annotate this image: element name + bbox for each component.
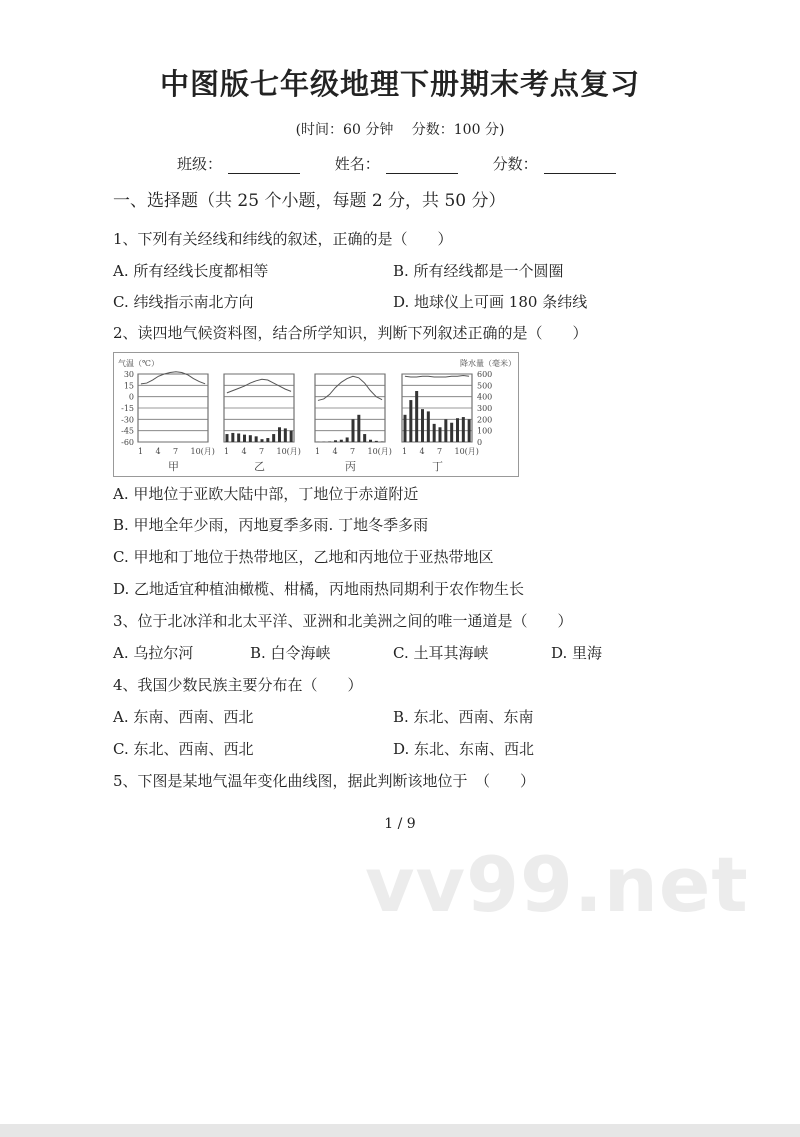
temp-tick-label: 30	[123, 370, 134, 379]
name-label: 姓名：	[334, 155, 380, 173]
precip-bar	[249, 435, 252, 442]
x-tick-label: 4	[332, 447, 338, 456]
precip-bar	[381, 441, 384, 442]
temp-tick-label: 15	[123, 381, 134, 391]
exam-info: (时间：60 分钟 分数：100 分)	[295, 122, 505, 138]
precip-bar	[266, 438, 269, 442]
q1-option-a: A. 所有经线长度都相等	[113, 262, 269, 280]
precip-bar	[444, 419, 447, 442]
question-2: 2、读四地气候资料图，结合所学知识，判断下列叙述正确的是（ ）	[113, 324, 588, 342]
temp-tick-label: 0	[128, 392, 134, 402]
precip-bar	[243, 435, 246, 442]
student-fields	[177, 153, 646, 174]
x-tick-label: 7	[350, 447, 356, 456]
q1-option-c: C. 纬线指示南北方向	[113, 293, 254, 311]
left-axis-label: 气温（℃）	[118, 359, 159, 368]
temp-curve	[405, 376, 469, 378]
precip-bar	[427, 411, 430, 442]
precip-bar	[357, 415, 360, 442]
precip-tick-label: 200	[477, 415, 493, 425]
precip-bar	[334, 440, 337, 442]
x-tick-label: 10(月)	[367, 447, 392, 456]
precip-tick-label: 400	[477, 392, 493, 402]
q3-option-b: B. 白令海峡	[250, 644, 331, 662]
x-tick-label: 4	[241, 447, 247, 456]
precip-tick-label: 600	[477, 370, 493, 379]
precip-tick-label: 500	[477, 381, 493, 391]
precip-bar	[375, 441, 378, 442]
class-field[interactable]	[228, 157, 300, 174]
precip-bar	[290, 431, 293, 442]
precip-bar	[439, 427, 442, 442]
q3-option-d: D. 里海	[551, 644, 603, 662]
q1-option-b: B. 所有经线都是一个圆圈	[393, 262, 564, 280]
temp-tick-label: -30	[121, 415, 134, 425]
q1-option-d: D. 地球仪上可画 180 条纬线	[393, 293, 588, 311]
precip-bar	[450, 423, 453, 442]
q4-option-b: B. 东北、西南、东南	[393, 708, 534, 726]
q3-option-a: A. 乌拉尔河	[113, 644, 194, 662]
temp-curve	[227, 379, 291, 393]
q4-option-a: A. 东南、西南、西北	[113, 708, 254, 726]
precip-bar	[369, 440, 372, 442]
precip-bar	[433, 424, 436, 442]
precip-bar	[231, 433, 234, 442]
q2-option-c: C. 甲地和丁地位于热带地区，乙地和丙地位于亚热带地区	[113, 548, 494, 566]
watermark: vv99.net	[365, 840, 749, 929]
score-label: 分数：	[492, 155, 538, 173]
x-tick-label: 7	[437, 447, 443, 456]
x-tick-label: 10(月)	[190, 447, 215, 456]
name-field[interactable]	[386, 157, 458, 174]
precip-bar	[284, 428, 287, 442]
temp-tick-label: -15	[121, 404, 134, 413]
panel-label: 丙	[345, 460, 356, 473]
precip-bar	[226, 434, 229, 442]
precip-bar	[261, 439, 264, 442]
x-tick-label: 4	[155, 447, 161, 456]
q4-option-d: D. 东北、东南、西北	[393, 740, 535, 758]
precip-tick-label: 100	[477, 426, 493, 436]
climate-chart-figure	[113, 352, 519, 477]
x-tick-label: 1	[315, 447, 321, 456]
page-title: 中图版七年级地理下册期末考点复习	[159, 67, 640, 101]
precip-bar	[346, 437, 349, 442]
q3-option-c: C. 土耳其海峡	[393, 644, 489, 662]
q2-option-b: B. 甲地全年少雨，丙地夏季多雨. 丁地冬季多雨	[113, 516, 429, 534]
x-tick-label: 1	[138, 447, 144, 456]
precip-bar	[255, 436, 258, 442]
temp-tick-label: -60	[121, 438, 134, 447]
precip-bar	[409, 400, 412, 442]
question-4: 4、我国少数民族主要分布在（ ）	[113, 676, 363, 694]
precip-bar	[462, 417, 465, 442]
x-tick-label: 7	[173, 447, 179, 456]
question-3: 3、位于北冰洋和北太平洋、亚洲和北美洲之间的唯一通道是（ ）	[113, 612, 573, 630]
precip-tick-label: 300	[477, 404, 493, 413]
x-tick-label: 7	[259, 447, 265, 456]
right-axis-label: 降水量（毫米）	[460, 359, 516, 368]
x-tick-label: 10(月)	[276, 447, 301, 456]
panel-label: 甲	[168, 460, 179, 473]
precip-bar	[340, 440, 343, 442]
q2-option-a: A. 甲地位于亚欧大陆中部，丁地位于赤道附近	[113, 485, 419, 503]
question-1: 1、下列有关经线和纬线的叙述，正确的是（ ）	[113, 230, 453, 248]
x-tick-label: 10(月)	[454, 447, 479, 456]
precip-bar	[278, 427, 281, 442]
page-number: 1 / 9	[384, 816, 416, 832]
q2-option-d: D. 乙地适宜种植油橄榄、柑橘，丙地雨热同期利于农作物生长	[113, 580, 525, 598]
precip-bar	[421, 409, 424, 442]
precip-bar	[328, 441, 331, 442]
temp-tick-label: -45	[121, 426, 134, 436]
panel-label: 丁	[432, 460, 443, 473]
panel-label: 乙	[254, 460, 265, 473]
x-tick-label: 4	[419, 447, 425, 456]
precip-bar	[415, 391, 418, 442]
precip-bar	[468, 419, 471, 442]
precip-bar	[352, 419, 355, 442]
class-label: 班级：	[177, 155, 223, 173]
q4-option-c: C. 东北、西南、西北	[113, 740, 254, 758]
x-tick-label: 1	[402, 447, 408, 456]
precip-bar	[404, 415, 407, 442]
precip-bar	[237, 434, 240, 443]
score-field[interactable]	[544, 157, 616, 174]
section-heading: 一、选择题（共 25 个小题，每题 2 分，共 50 分）	[113, 191, 506, 211]
climate-chart	[114, 353, 520, 478]
precip-bar	[363, 434, 366, 442]
precip-bar	[456, 418, 459, 442]
x-tick-label: 1	[224, 447, 230, 456]
precip-bar	[272, 434, 275, 442]
question-5: 5、下图是某地气温年变化曲线图，据此判断该地位于 （ ）	[113, 772, 536, 790]
page-gap	[0, 1124, 800, 1137]
precip-tick-label: 0	[477, 438, 483, 447]
